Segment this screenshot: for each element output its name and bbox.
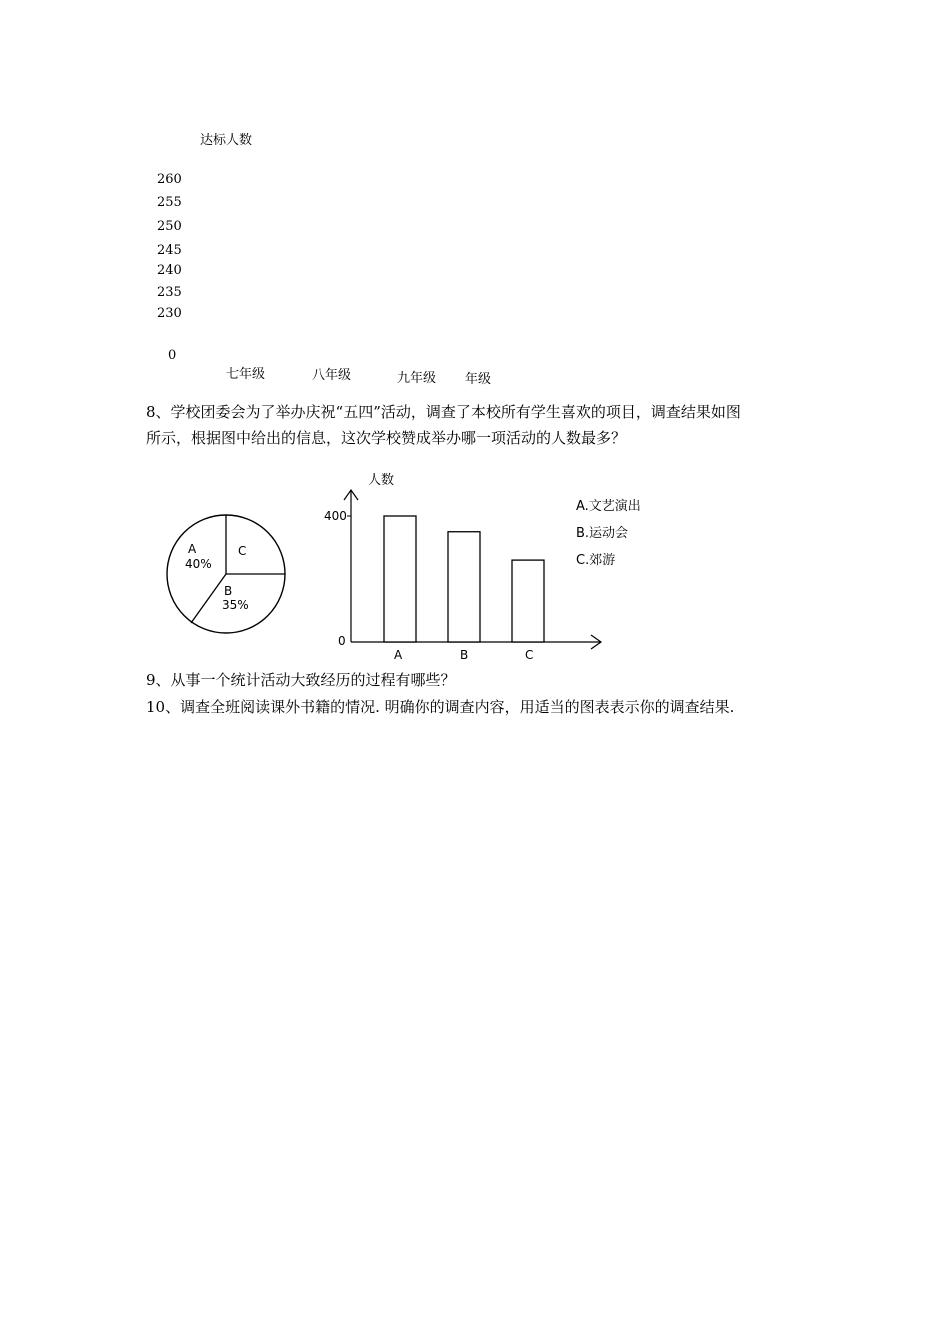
bar-b	[448, 532, 480, 642]
legend-item-a: A.文艺演出	[576, 499, 641, 514]
bar-ylabel: 人数	[368, 473, 395, 488]
bar-xtick-a: A	[394, 648, 403, 662]
chart1-ytick-260: 260	[157, 172, 182, 187]
chart1-category-9: 九年级	[397, 371, 437, 386]
q8-line1: 8、学校团委会为了举办庆祝“五四”活动，调查了本校所有学生喜欢的项目，调查结果如图	[146, 403, 741, 421]
legend-item-c: C.郊游	[576, 553, 616, 568]
chart1-category-8: 八年级	[312, 368, 352, 383]
pie-label-a: A	[188, 542, 197, 556]
pie-label-b: B	[224, 584, 233, 598]
q10-text: 10、调查全班阅读课外书籍的情况. 明确你的调查内容，用适当的图表表示你的调查结果.	[146, 698, 735, 716]
bar-group	[384, 516, 544, 642]
chart1-ytick-245: 245	[157, 243, 182, 258]
chart1-ytick-0: 0	[168, 348, 177, 363]
chart1-ylabel: 达标人数	[200, 133, 253, 148]
bar-chart	[320, 462, 670, 667]
bar-ytick-400: 400	[324, 509, 347, 523]
q8-line2: 所示，根据图中给出的信息，这次学校赞成举办哪一项活动的人数最多？	[146, 429, 627, 447]
chart1-category-7: 七年级	[226, 367, 266, 382]
bar-ytick-0: 0	[338, 634, 346, 648]
chart1-ytick-250: 250	[157, 219, 182, 234]
chart1-ytick-240: 240	[157, 263, 182, 278]
pie-label-c: C	[238, 544, 247, 558]
legend-item-b: B.运动会	[576, 526, 629, 541]
bar-xtick-b: B	[460, 648, 469, 662]
pie-pct-b: 35%	[222, 598, 249, 612]
pie-chart	[160, 508, 294, 636]
chart1-ytick-230: 230	[157, 306, 182, 321]
q9-text: 9、从事一个统计活动大致经历的过程有哪些？	[146, 671, 456, 689]
pie-pct-a: 40%	[185, 557, 212, 571]
chart1-xlabel: 年级	[465, 372, 492, 387]
bar-c	[512, 560, 544, 642]
bar-xtick-c: C	[525, 648, 534, 662]
chart1-ytick-235: 235	[157, 285, 182, 300]
bar-a	[384, 516, 416, 642]
chart1-ytick-255: 255	[157, 195, 182, 210]
